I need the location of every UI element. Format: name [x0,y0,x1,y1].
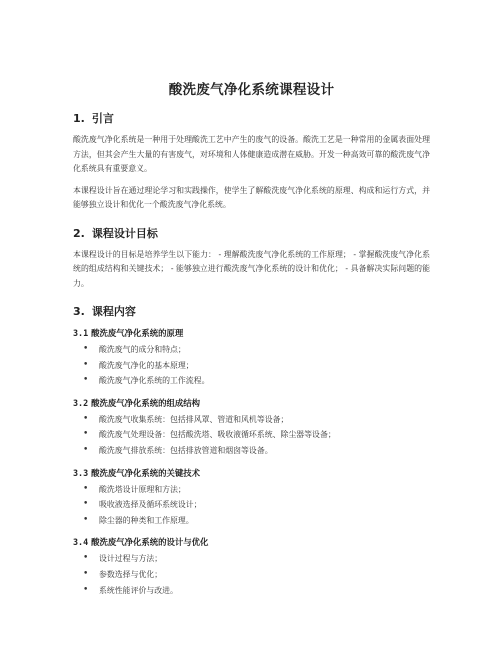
list-item: • 除尘器的种类和工作原理。 [73,513,430,529]
list-item: • 酸洗废气处理设备：包括酸洗塔、吸收液循环系统、除尘器等设备； [73,427,430,443]
subsection-title: 酸洗废气净化系统的关键技术 [91,467,201,478]
subsection-number: 3.3 [73,467,89,478]
section-title: 课程设计目标 [91,226,158,240]
subsection-heading-3-2 [73,397,430,409]
section-number: 3. [73,305,85,318]
bullet-list-3-4 [73,551,430,598]
subsection-number: 3.1 [73,328,89,338]
list-item: • 酸洗废气收集系统：包括排风罩、管道和风机等设备； [73,412,430,428]
section-number: 1. [73,112,85,125]
list-item: • 酸洗塔设计原理和方法； [73,482,430,498]
subsection-heading-3-1 [73,327,430,339]
section-number: 2. [73,226,85,240]
subsection-title: 酸洗废气净化系统的设计与优化 [91,537,209,548]
list-item: • 酸洗废气的成分和特点； [73,342,430,358]
list-item: • 参数选择与优化； [73,567,430,583]
document-title: 酸洗废气净化系统课程设计 [168,82,335,98]
section-heading-intro [73,110,430,126]
list-item: • 酸洗废气净化系统的工作流程。 [73,373,430,389]
list-item: • 酸洗废气排放系统：包括排放管道和烟囱等设备。 [73,443,430,459]
list-item: • 吸收液选择及循环系统设计； [73,497,430,513]
subsection-heading-3-3 [73,467,430,479]
goals-paragraph: 本课程设计的目标是培养学生以下能力： - 理解酸洗废气净化系统的工作原理； - 掌握酸洗废气净化系统的组成结构和关键技术； - 能够独立进行酸洗废气净化系统的设计和优化； - 具备解决实际问题的能力。 [73,249,430,288]
section-title: 课程内容 [91,305,136,318]
list-item: • 系统性能评价与改进。 [73,583,430,599]
bullet-list-3-1 [73,342,430,389]
subsection-number: 3.4 [73,537,89,548]
section-title: 引言 [91,112,114,125]
bullet-list-3-2 [73,412,430,459]
section-heading-content [73,303,430,319]
bullet-list-3-3 [73,482,430,529]
list-item: • 酸洗废气净化的基本原理； [73,358,430,374]
intro-paragraph-1: 酸洗废气净化系统是一种用于处理酸洗工艺中产生的废气的设备。酸洗工艺是一种常用的金属表面处理方法，但其会产生大量的有害废气，对环境和人体健康造成潜在威胁。开发一种高效可靠的酸洗废气净化系统具有重要意义。 [73,135,430,173]
subsection-title: 酸洗废气净化系统的原理 [91,328,184,338]
list-item: • 设计过程与方法； [73,551,430,567]
intro-paragraph-2: 本课程设计旨在通过理论学习和实践操作，使学生了解酸洗废气净化系统的原理、构成和运行方式，并能够独立设计和优化一个酸洗废气净化系统。 [73,185,430,209]
subsection-number: 3.2 [73,397,89,408]
subsection-heading-3-4 [73,536,430,548]
subsection-title: 酸洗废气净化系统的组成结构 [91,397,201,408]
section-heading-goals [73,225,430,241]
